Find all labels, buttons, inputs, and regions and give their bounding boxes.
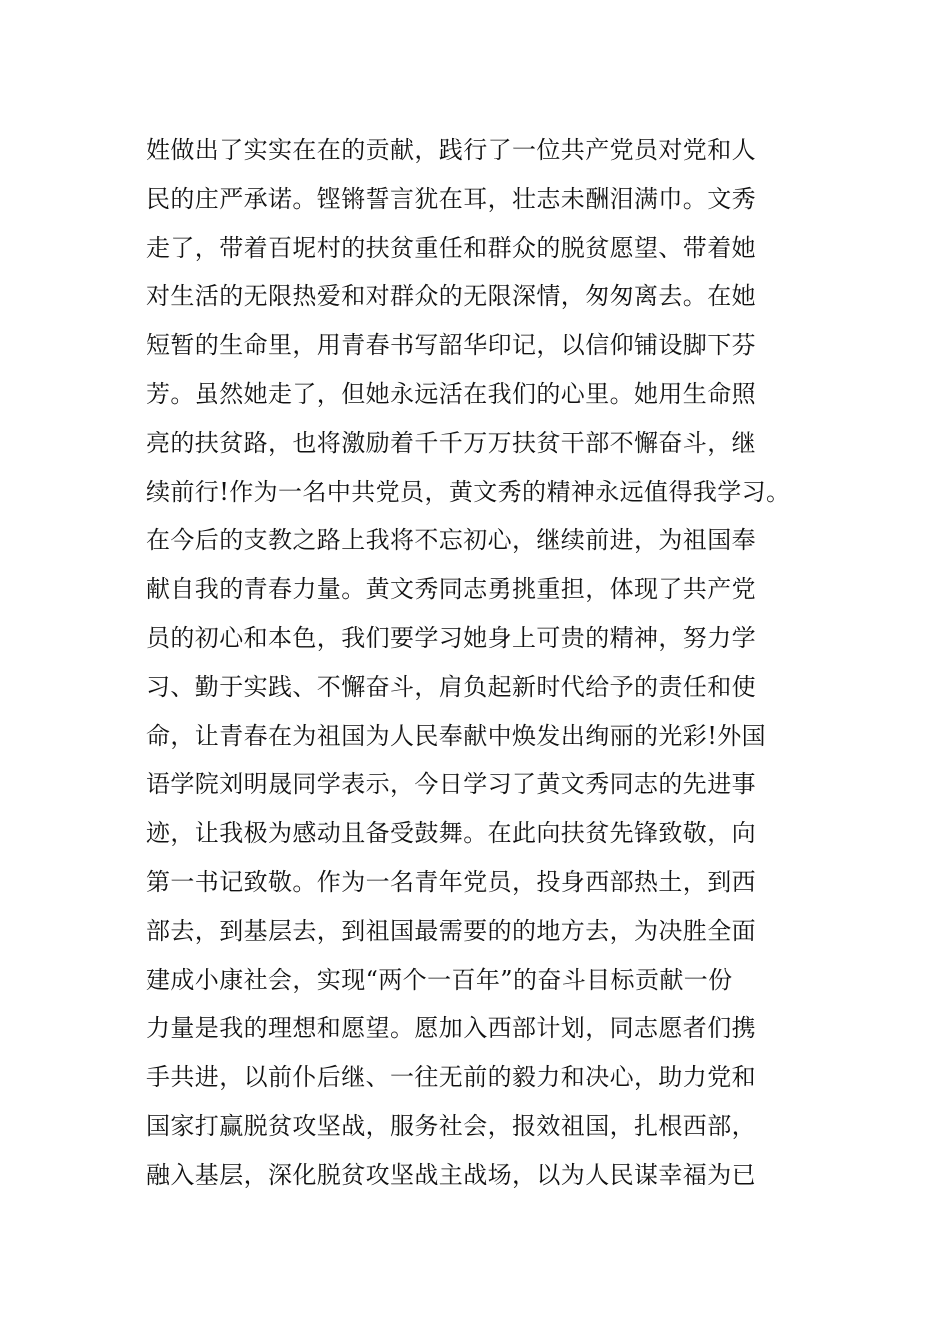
text-line: 第一书记致敬。作为一名青年党员，投身西部热土，到西 [146,867,756,896]
text-line: 短暂的生命里，用青春书写韶华印记，以信仰铺设脚下芬 [146,331,756,360]
text-line: 手共进，以前仆后继、一往无前的毅力和决心，助力党和 [146,1063,756,1092]
text-line: 献自我的青春力量。黄文秀同志勇挑重担，体现了共产党 [146,575,756,604]
text-line: 续前行!作为一名中共党员，黄文秀的精神永远值得我学习。 [146,477,791,506]
text-line: 亮的扶贫路，也将激励着千千万万扶贫干部不懈奋斗，继 [146,428,756,457]
text-line: 员的初心和本色，我们要学习她身上可贵的精神，努力学 [146,623,756,652]
text-line: 民的庄严承诺。铿锵誓言犹在耳，壮志未酬泪满巾。文秀 [146,184,756,213]
text-line: 融入基层，深化脱贫攻坚战主战场，以为人民谋幸福为已 [146,1160,756,1189]
text-line: 国家打赢脱贫攻坚战，服务社会，报效祖国，扎根西部， [146,1111,756,1140]
text-line: 姓做出了实实在在的贡献，践行了一位共产党员对党和人 [146,136,756,164]
text-line: 习、勤于实践、不懈奋斗，肩负起新时代给予的责任和使 [146,672,756,701]
text-line: 命，让青春在为祖国为人民奉献中焕发出绚丽的光彩!外国 [146,721,767,750]
text-line: 力量是我的理想和愿望。愿加入西部计划，同志愿者们携 [146,1014,756,1043]
text-line: 迹，让我极为感动且备受鼓舞。在此向扶贫先锋致敬，向 [146,819,756,848]
text-line: 在今后的支教之路上我将不忘初心，继续前进，为祖国奉 [146,526,756,555]
text-line: 语学院刘明晟同学表示，今日学习了黄文秀同志的先进事 [146,770,756,799]
body-text [146,126,826,1200]
text-line: 部去，到基层去，到祖国最需要的的地方去，为决胜全面 [146,916,756,945]
text-line: 走了，带着百坭村的扶贫重任和群众的脱贫愿望、带着她 [146,233,756,262]
text-line: 建成小康社会，实现“两个一百年”的奋斗目标贡献一份 [146,965,733,994]
text-line: 对生活的无限热爱和对群众的无限深情，匆匆离去。在她 [146,282,756,311]
text-line: 芳。虽然她走了，但她永远活在我们的心里。她用生命照 [146,379,756,408]
